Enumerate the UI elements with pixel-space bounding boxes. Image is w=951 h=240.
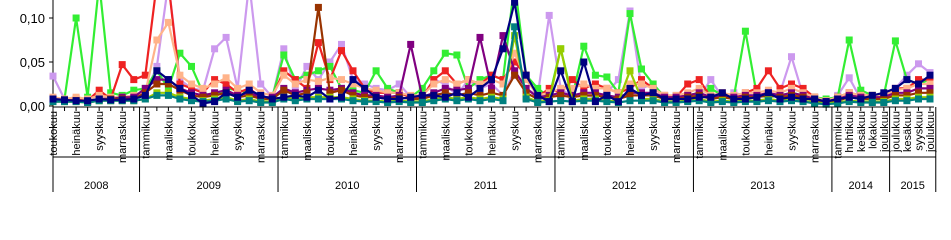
x-tick-label: syyskuu	[94, 111, 107, 151]
data-point	[280, 72, 287, 79]
x-tick-label: kesäkuu	[901, 111, 914, 152]
y-axis	[20, 0, 53, 114]
y-tick-label: 0,05	[19, 55, 45, 70]
data-point	[869, 92, 876, 99]
data-point	[742, 96, 749, 103]
data-point	[638, 92, 645, 99]
data-point	[730, 96, 737, 103]
data-point	[719, 98, 726, 105]
data-point	[257, 81, 264, 88]
year-label: 2009	[196, 180, 222, 192]
data-point	[234, 94, 241, 101]
data-point	[453, 81, 460, 88]
data-point	[50, 73, 57, 80]
data-point	[477, 97, 484, 104]
data-point	[580, 97, 587, 104]
x-tick-label: maaliskuu	[301, 111, 314, 161]
data-point	[430, 92, 437, 99]
data-point	[130, 96, 137, 103]
data-point	[569, 98, 576, 105]
data-point	[546, 98, 553, 105]
x-tick-label: lokakuu	[867, 111, 880, 149]
x-tick-label: joulukuu	[925, 111, 937, 152]
data-point	[188, 81, 195, 88]
data-point	[892, 85, 899, 92]
data-point	[742, 28, 749, 35]
data-point	[200, 100, 207, 107]
data-point	[373, 67, 380, 74]
data-point	[223, 74, 230, 81]
data-point	[580, 43, 587, 50]
data-point	[280, 87, 287, 94]
data-point	[188, 92, 195, 99]
x-tick-label: syyskuu	[786, 111, 799, 151]
data-point	[96, 96, 103, 103]
data-point	[719, 89, 726, 96]
data-point	[696, 94, 703, 101]
x-tick-label: joulukuu	[890, 111, 903, 152]
data-point	[373, 94, 380, 101]
year-label: 2011	[473, 180, 498, 192]
data-point	[684, 96, 691, 103]
data-point	[442, 76, 449, 83]
data-point	[500, 45, 507, 52]
data-point	[350, 97, 357, 104]
data-point	[153, 67, 160, 74]
year-label: 2012	[611, 180, 637, 192]
x-tick-label: syyskuu	[913, 111, 926, 151]
data-point	[442, 50, 449, 57]
data-point	[592, 98, 599, 105]
data-point	[788, 94, 795, 101]
data-point	[523, 72, 530, 79]
x-tick-label: heinäkuu	[71, 111, 84, 156]
x-tick-label: toukokuu	[186, 111, 199, 156]
data-point	[777, 96, 784, 103]
x-tick-label: marraskuu	[532, 111, 545, 163]
x-tick-label: heinäkuu	[209, 110, 222, 156]
data-point	[315, 87, 322, 94]
data-point	[557, 67, 564, 74]
x-tick-label: tammikuu	[278, 111, 291, 159]
data-point	[627, 85, 634, 92]
data-point	[477, 34, 484, 41]
data-point	[696, 76, 703, 83]
x-tick-label: marraskuu	[394, 111, 407, 163]
data-point	[292, 81, 299, 88]
data-point	[165, 76, 172, 83]
data-point	[534, 92, 541, 99]
data-point	[627, 97, 634, 104]
data-point	[280, 45, 287, 52]
x-tick-label: joulukuu	[878, 111, 891, 152]
x-tick-label: syyskuu	[232, 111, 245, 151]
data-point	[165, 19, 172, 26]
y-tick-label: 0,10	[19, 11, 45, 26]
data-point	[130, 76, 137, 83]
x-tick-label: tammikuu	[832, 111, 845, 159]
data-point	[603, 98, 610, 105]
data-point	[603, 92, 610, 99]
data-point	[892, 97, 899, 104]
data-point	[765, 97, 772, 104]
data-point	[430, 81, 437, 88]
data-point	[915, 96, 922, 103]
data-point	[246, 97, 253, 104]
x-tick-label: toukokuu	[463, 110, 476, 156]
x-tick-label: heinäkuu	[486, 111, 499, 156]
year-label: 2014	[848, 180, 874, 192]
data-point	[880, 89, 887, 96]
data-point	[603, 74, 610, 81]
data-point	[580, 81, 587, 88]
x-tick-label: tammikuu	[140, 111, 153, 159]
data-point	[453, 52, 460, 59]
data-point	[569, 76, 576, 83]
data-point	[338, 47, 345, 54]
data-point	[523, 96, 530, 103]
data-point	[257, 99, 264, 106]
data-point	[211, 98, 218, 105]
data-point	[650, 89, 657, 96]
data-point	[315, 4, 322, 11]
data-point	[246, 87, 253, 94]
data-point	[534, 99, 541, 106]
data-point	[211, 45, 218, 52]
data-point	[707, 76, 714, 83]
data-point	[661, 96, 668, 103]
data-point	[361, 98, 368, 105]
data-point	[707, 94, 714, 101]
data-point	[500, 97, 507, 104]
data-point	[765, 67, 772, 74]
x-axis	[48, 107, 937, 192]
data-point	[834, 96, 841, 103]
data-point	[176, 85, 183, 92]
data-point	[903, 76, 910, 83]
data-point	[200, 85, 207, 92]
data-point	[927, 96, 934, 103]
data-point	[788, 53, 795, 60]
x-tick-label: marraskuu	[117, 111, 130, 163]
data-point	[315, 67, 322, 74]
x-tick-label: heinäkuu	[763, 111, 776, 156]
data-point	[465, 94, 472, 101]
y-tick-label: 0,00	[19, 99, 45, 114]
data-point	[673, 96, 680, 103]
x-tick-label: maaliskuu	[717, 111, 730, 161]
data-point	[765, 89, 772, 96]
x-tick-label: toukokuu	[740, 111, 753, 156]
x-tick-label: toukokuu	[48, 111, 60, 156]
data-point	[707, 85, 714, 92]
data-point	[419, 92, 426, 99]
data-point	[927, 72, 934, 79]
data-point	[419, 99, 426, 106]
data-point	[811, 96, 818, 103]
data-point	[488, 96, 495, 103]
data-point	[211, 81, 218, 88]
x-tick-label: tammikuu	[417, 111, 430, 159]
x-tick-label: huhtikuu	[844, 111, 857, 153]
year-label: 2015	[900, 180, 925, 192]
x-tick-label: marraskuu	[671, 111, 684, 163]
data-point	[292, 92, 299, 99]
data-point	[638, 66, 645, 73]
data-point	[246, 81, 253, 88]
data-point	[269, 96, 276, 103]
data-point	[546, 12, 553, 19]
data-point	[223, 34, 230, 41]
data-point	[73, 15, 80, 22]
data-point	[119, 61, 126, 68]
data-point	[823, 98, 830, 105]
data-point	[142, 92, 149, 99]
data-point	[511, 72, 518, 79]
data-point	[153, 37, 160, 44]
data-point	[903, 97, 910, 104]
data-point	[280, 52, 287, 59]
data-point	[338, 41, 345, 48]
data-point	[442, 94, 449, 101]
x-tick-label: heinäkuu	[348, 111, 361, 156]
data-point	[430, 67, 437, 74]
data-point	[477, 85, 484, 92]
data-point	[107, 96, 114, 103]
data-point	[338, 76, 345, 83]
data-point	[592, 72, 599, 79]
x-tick-label: syyskuu	[371, 111, 384, 151]
x-tick-label: toukokuu	[324, 111, 337, 156]
data-point	[176, 72, 183, 79]
data-point	[119, 96, 126, 103]
data-point	[627, 67, 634, 74]
data-point	[557, 45, 564, 52]
data-point	[257, 92, 264, 99]
plot-area	[50, 0, 934, 108]
data-point	[234, 85, 241, 92]
data-point	[603, 85, 610, 92]
data-point	[165, 92, 172, 99]
data-point	[650, 97, 657, 104]
data-point	[615, 98, 622, 105]
data-point	[73, 97, 80, 104]
data-point	[627, 10, 634, 17]
data-point	[350, 67, 357, 74]
data-point	[61, 96, 68, 103]
data-point	[442, 67, 449, 74]
data-point	[846, 74, 853, 81]
data-point	[315, 96, 322, 103]
data-point	[303, 94, 310, 101]
year-label: 2010	[335, 180, 360, 192]
x-tick-label: tammikuu	[694, 111, 707, 159]
year-label: 2008	[84, 180, 109, 192]
data-point	[857, 96, 864, 103]
data-point	[350, 76, 357, 83]
data-point	[800, 96, 807, 103]
data-point	[338, 94, 345, 101]
data-point	[223, 96, 230, 103]
data-point	[396, 96, 403, 103]
data-point	[153, 92, 160, 99]
data-point	[315, 78, 322, 85]
data-point	[846, 37, 853, 44]
x-tick-label: syyskuu	[648, 111, 661, 151]
data-point	[869, 99, 876, 106]
x-tick-label: kesäkuu	[855, 111, 868, 152]
data-point	[384, 96, 391, 103]
data-point	[361, 85, 368, 92]
data-point	[846, 94, 853, 101]
data-point	[223, 89, 230, 96]
data-point	[580, 59, 587, 66]
x-tick-label: maaliskuu	[440, 111, 453, 161]
data-point	[511, 0, 518, 6]
x-tick-label: toukokuu	[601, 111, 614, 156]
data-point	[453, 89, 460, 96]
data-point	[50, 96, 57, 103]
data-point	[153, 81, 160, 88]
x-tick-label: maaliskuu	[163, 111, 176, 161]
data-point	[488, 76, 495, 83]
x-tick-label: marraskuu	[255, 111, 268, 163]
data-point	[176, 96, 183, 103]
data-point	[880, 99, 887, 106]
data-point	[315, 39, 322, 46]
year-label: 2013	[750, 180, 775, 192]
data-point	[753, 94, 760, 101]
x-tick-label: tammikuu	[555, 111, 568, 159]
data-point	[407, 94, 414, 101]
data-point	[453, 97, 460, 104]
data-point	[557, 97, 564, 104]
x-tick-label: maaliskuu	[578, 111, 591, 161]
x-tick-label: syyskuu	[509, 111, 522, 151]
data-point	[915, 81, 922, 88]
data-point	[407, 41, 414, 48]
x-tick-label: marraskuu	[809, 111, 822, 163]
data-point	[684, 81, 691, 88]
data-point	[915, 60, 922, 67]
x-tick-label: heinäkuu	[624, 111, 637, 156]
data-point	[326, 96, 333, 103]
data-point	[84, 97, 91, 104]
data-point	[280, 94, 287, 101]
data-point	[638, 81, 645, 88]
data-point	[188, 63, 195, 70]
data-point	[892, 37, 899, 44]
